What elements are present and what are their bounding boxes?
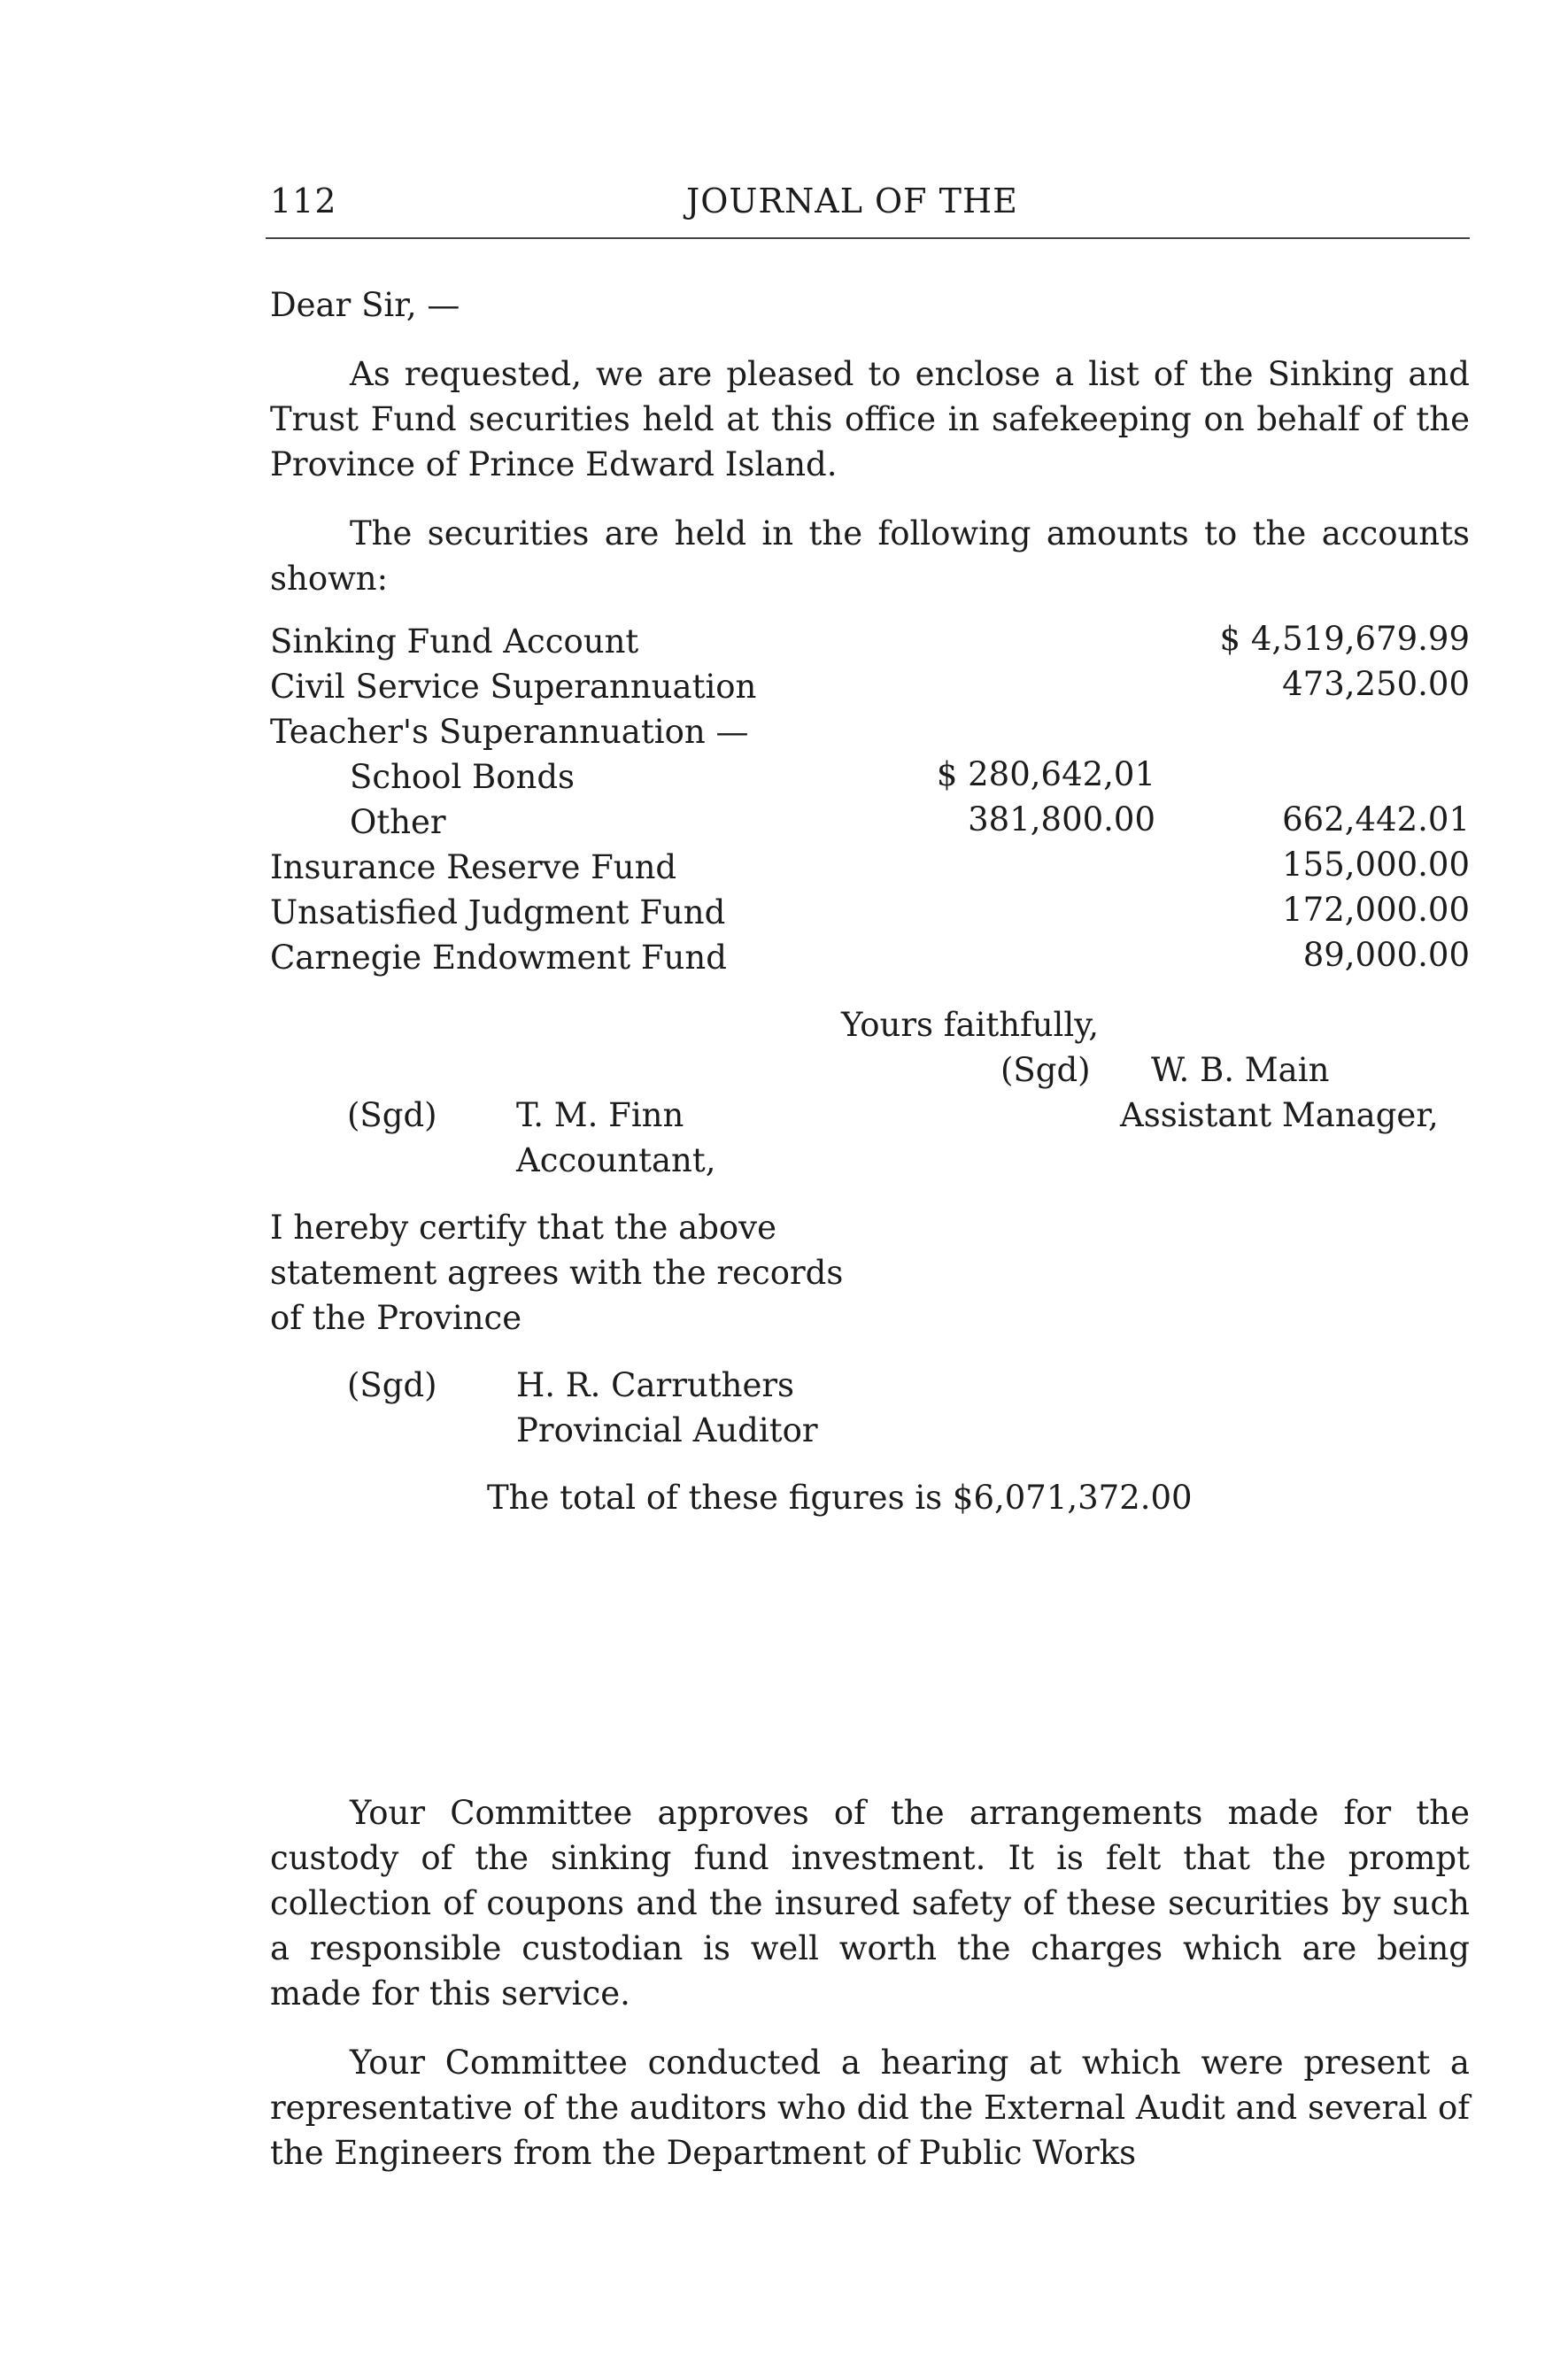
account-subamount: $ 280,642,01 <box>936 755 1155 793</box>
main-sgd: (Sgd) <box>1000 1051 1091 1089</box>
finn-sgd: (Sgd) <box>347 1096 437 1134</box>
page-number: 112 <box>270 182 337 220</box>
account-label: Other <box>350 803 446 841</box>
account-label: Insurance Reserve Fund <box>270 848 677 886</box>
closing: Yours faithfully, <box>841 1006 1099 1044</box>
account-label: Unsatisfied Judgment Fund <box>270 893 726 931</box>
letter-paragraph-1 <box>270 352 1470 487</box>
committee-paragraph-2 <box>270 2040 1470 2175</box>
account-label: Civil Service Superannuation <box>270 668 757 706</box>
account-label: School Bonds <box>350 758 576 796</box>
account-total: $ 4,519,679.99 <box>1219 620 1470 658</box>
account-label: Sinking Fund Account <box>270 622 639 661</box>
auditor-title: Provincial Auditor <box>516 1411 818 1449</box>
account-total: 89,000.00 <box>1302 936 1470 974</box>
main-signatory-name: W. B. Main <box>1151 1051 1330 1089</box>
account-label: Carnegie Endowment Fund <box>270 939 727 977</box>
committee-paragraph-1 <box>270 1790 1470 2016</box>
account-subamount: 381,800.00 <box>968 800 1155 838</box>
certification-line-3: of the Province <box>270 1299 522 1337</box>
salutation: Dear Sir, — <box>270 286 460 324</box>
account-total: 473,250.00 <box>1282 665 1470 703</box>
account-total: 155,000.00 <box>1282 846 1470 884</box>
running-title: JOURNAL OF THE <box>686 182 1018 220</box>
certification-line-2: statement agrees with the records <box>270 1254 844 1292</box>
main-signatory-title: Assistant Manager, <box>1120 1096 1439 1134</box>
account-total: 172,000.00 <box>1282 891 1470 929</box>
auditor-name: H. R. Carruthers <box>516 1366 795 1404</box>
account-total: 662,442.01 <box>1282 800 1470 838</box>
letter-paragraph-2-text: The securities are held in the following amounts to the accounts shown: <box>270 514 1470 598</box>
total-note: The total of these figures is $6,071,372.00 <box>487 1479 1193 1517</box>
letter-paragraph-2 <box>270 511 1470 601</box>
committee-paragraph-2-text: Your Committee conducted a hearing at which were present a representative of the auditors who did the External Audit and several of the Engineers from the Department of Public Works <box>270 2044 1470 2172</box>
account-label: Teacher's Superannuation — <box>270 713 749 751</box>
finn-signatory-name: T. M. Finn <box>516 1096 684 1134</box>
letter-paragraph-1-text: As requested, we are pleased to enclose a list of the Sinking and Trust Fund securities held at this office in safekeeping on behalf of the Province of Prince Edward Island. <box>270 355 1470 483</box>
finn-signatory-title: Accountant, <box>516 1141 716 1179</box>
certification-line-1: I hereby certify that the above <box>270 1209 776 1247</box>
committee-paragraph-1-text: Your Committee approves of the arrangements made for the custody of the sinking fund investment. It is felt that the prompt collection of coupons and the insured safety of these securities by such a responsible custodian is well worth the charges which are being made for this service. <box>270 1794 1470 2013</box>
auditor-sgd: (Sgd) <box>347 1366 437 1404</box>
header-rule <box>266 237 1470 239</box>
